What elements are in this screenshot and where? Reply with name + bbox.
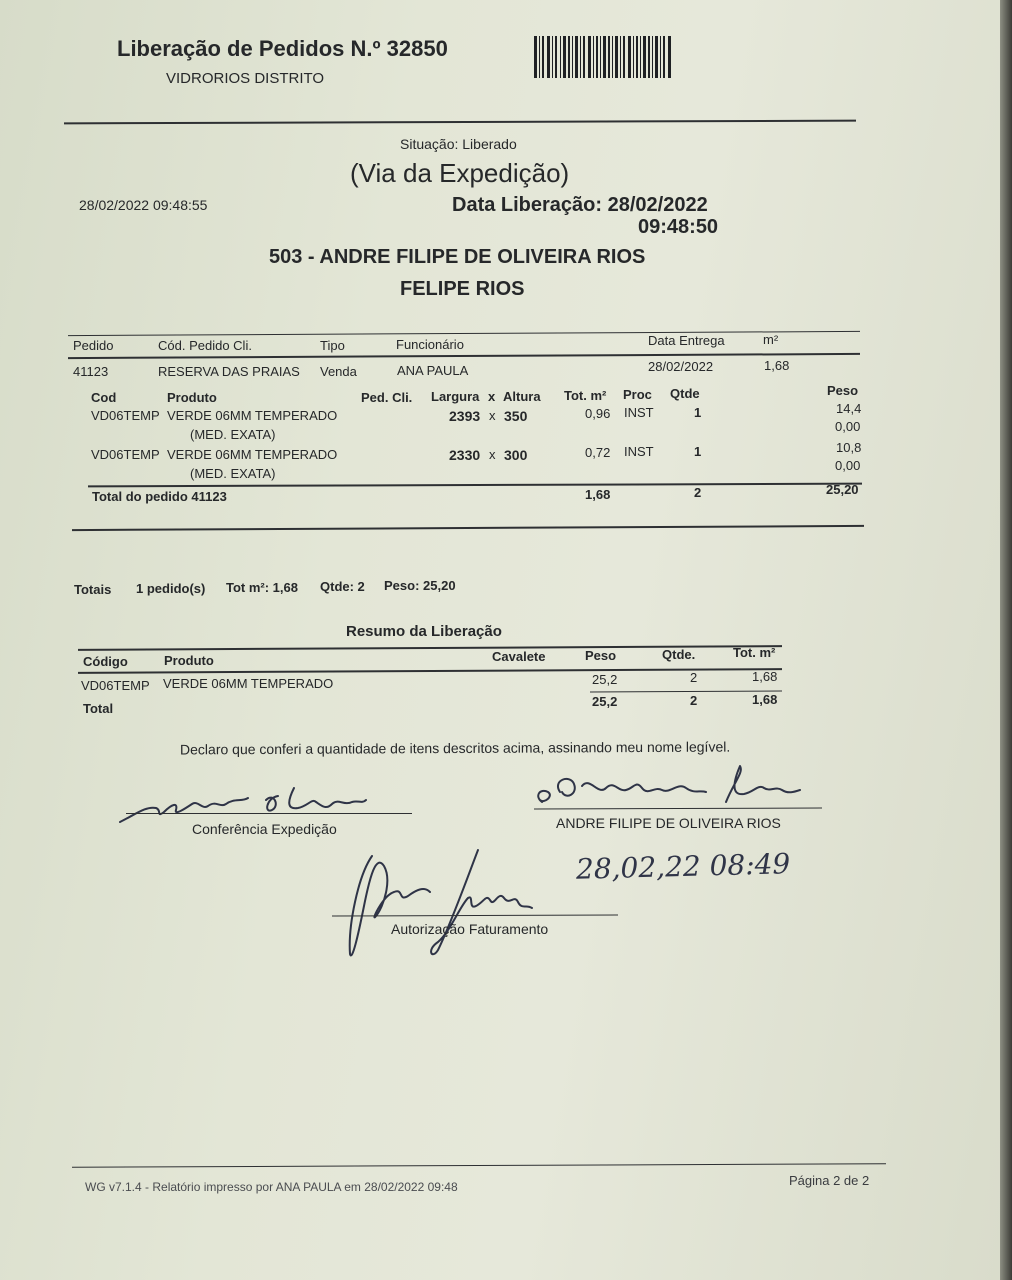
col-data-entrega: Data Entrega [648, 333, 725, 348]
col-funcionario: Funcionário [396, 337, 464, 352]
company-name: VIDRORIOS DISTRITO [166, 70, 325, 87]
item-col-produto: Produto [167, 390, 217, 405]
cliente-label: ANDRE FILIPE DE OLIVEIRA RIOS [556, 815, 781, 831]
totais-qtde: Qtde: 2 [320, 579, 365, 594]
situacao-label: Situação: Liberado [400, 136, 517, 152]
via-label: (Via da Expedição) [350, 158, 570, 188]
order-total-qtde: 2 [694, 485, 702, 500]
declaration-text: Declaro que conferi a quantidade de itens descritos acima, assinando meu nome legível. [179, 738, 731, 758]
order-tipo: Venda [320, 364, 357, 379]
item-cod: VD06TEMP [91, 408, 160, 423]
item-produto: VERDE 06MM TEMPERADO [167, 408, 338, 423]
autorizacao-signature-icon [328, 846, 568, 966]
item-x: x [489, 408, 496, 423]
order-bottom-line [72, 525, 864, 531]
order-top-line [68, 331, 860, 336]
item-col-tot-m2: Tot. m² [564, 388, 607, 403]
item-col-altura: Altura [503, 389, 541, 404]
item-produto: VERDE 06MM TEMPERADO [167, 447, 338, 462]
footer-report-info: WG v7.1.4 - Relatório impresso por ANA PAULA em 28/02/2022 09:48 [85, 1180, 458, 1194]
data-liberacao: Data Liberação: 28/02/2022 [452, 194, 708, 216]
conferencia-label: Conferência Expedição [192, 821, 337, 837]
order-total-m2: 1,68 [585, 487, 611, 502]
cliente-signature-icon [530, 762, 810, 818]
order-cod-cli: RESERVA DAS PRAIAS [158, 364, 300, 379]
order-total-label: Total do pedido 41123 [92, 489, 227, 504]
col-m2: m² [763, 332, 779, 347]
item-col-ped-cli: Ped. Cli. [361, 390, 413, 405]
footer-line [72, 1163, 886, 1168]
item-x: x [489, 447, 496, 462]
resumo-col-tot-m2: Tot. m² [733, 645, 776, 660]
col-tipo: Tipo [320, 338, 345, 353]
autorizacao-label: Autorização Faturamento [391, 921, 549, 937]
resumo-col-produto: Produto [164, 653, 214, 668]
item-largura: 2393 [449, 408, 481, 424]
resumo-qtde: 2 [690, 670, 698, 685]
item-peso: 10,8 [836, 440, 862, 455]
item-col-cod: Cod [91, 390, 117, 405]
item-altura: 300 [504, 447, 528, 463]
item-largura: 2330 [449, 447, 481, 463]
item-obs: (MED. EXATA) [190, 466, 276, 481]
item-col-largura: Largura [431, 389, 480, 404]
order-m2: 1,68 [764, 358, 790, 373]
order-total-peso: 25,20 [826, 482, 859, 497]
order-data-entrega: 28/02/2022 [648, 359, 714, 374]
document-title: Liberação de Pedidos N.º 32850 [117, 36, 448, 61]
item-qtde: 1 [694, 405, 702, 420]
print-datetime: 28/02/2022 09:48:55 [79, 197, 208, 213]
resumo-total-label: Total [83, 701, 114, 716]
order-pedido: 41123 [73, 364, 109, 379]
item-peso: 14,4 [836, 401, 862, 416]
item-peso-extra: 0,00 [835, 419, 861, 434]
item-col-qtde: Qtde [670, 386, 700, 401]
resumo-total-m2: 1,68 [752, 692, 778, 707]
order-header-line [68, 353, 860, 359]
resumo-produto: VERDE 06MM TEMPERADO [163, 676, 334, 691]
resumo-tot-m2: 1,68 [752, 669, 778, 684]
hora-liberacao: 09:48:50 [638, 216, 719, 238]
totais-peso: Peso: 25,20 [384, 578, 456, 593]
resumo-total-qtde: 2 [690, 693, 698, 708]
col-cod-pedido-cli: Cód. Pedido Cli. [158, 338, 252, 353]
resumo-total-peso: 25,2 [592, 694, 618, 709]
footer-page-number: Página 2 de 2 [789, 1173, 870, 1188]
order-funcionario: ANA PAULA [397, 363, 469, 378]
resumo-codigo: VD06TEMP [81, 678, 150, 693]
barcode-icon [534, 36, 674, 78]
client-name: 503 - ANDRE FILIPE DE OLIVEIRA RIOS [269, 246, 646, 268]
resumo-col-peso: Peso [585, 648, 617, 663]
resumo-col-codigo: Código [83, 654, 128, 669]
item-obs: (MED. EXATA) [190, 427, 276, 442]
resumo-header-line [78, 668, 782, 674]
conferencia-line [126, 813, 412, 814]
item-col-x: x [488, 389, 496, 404]
table-surface [1000, 0, 1012, 1280]
item-col-proc: Proc [623, 387, 652, 402]
item-altura: 350 [504, 408, 528, 424]
handwritten-date: 28,02,22 08:49 [575, 847, 791, 886]
item-proc: INST [624, 405, 654, 420]
totais-m2: Tot m²: 1,68 [226, 580, 298, 595]
client-nickname: FELIPE RIOS [400, 278, 525, 300]
totais-pedidos: 1 pedido(s) [136, 581, 206, 596]
item-tot-m2: 0,96 [585, 406, 611, 421]
totais-label: Totais [74, 582, 112, 597]
col-pedido: Pedido [73, 338, 114, 353]
item-col-peso: Peso [827, 383, 859, 398]
item-qtde: 1 [694, 444, 702, 459]
item-peso-extra: 0,00 [835, 458, 861, 473]
item-tot-m2: 0,72 [585, 445, 611, 460]
resumo-peso: 25,2 [592, 672, 618, 687]
item-cod: VD06TEMP [91, 447, 160, 462]
resumo-title: Resumo da Liberação [346, 623, 502, 640]
items-total-line [88, 483, 862, 488]
resumo-col-cavalete: Cavalete [492, 649, 546, 664]
resumo-col-qtde: Qtde. [662, 647, 696, 662]
item-proc: INST [624, 444, 654, 459]
header-divider [64, 120, 856, 125]
